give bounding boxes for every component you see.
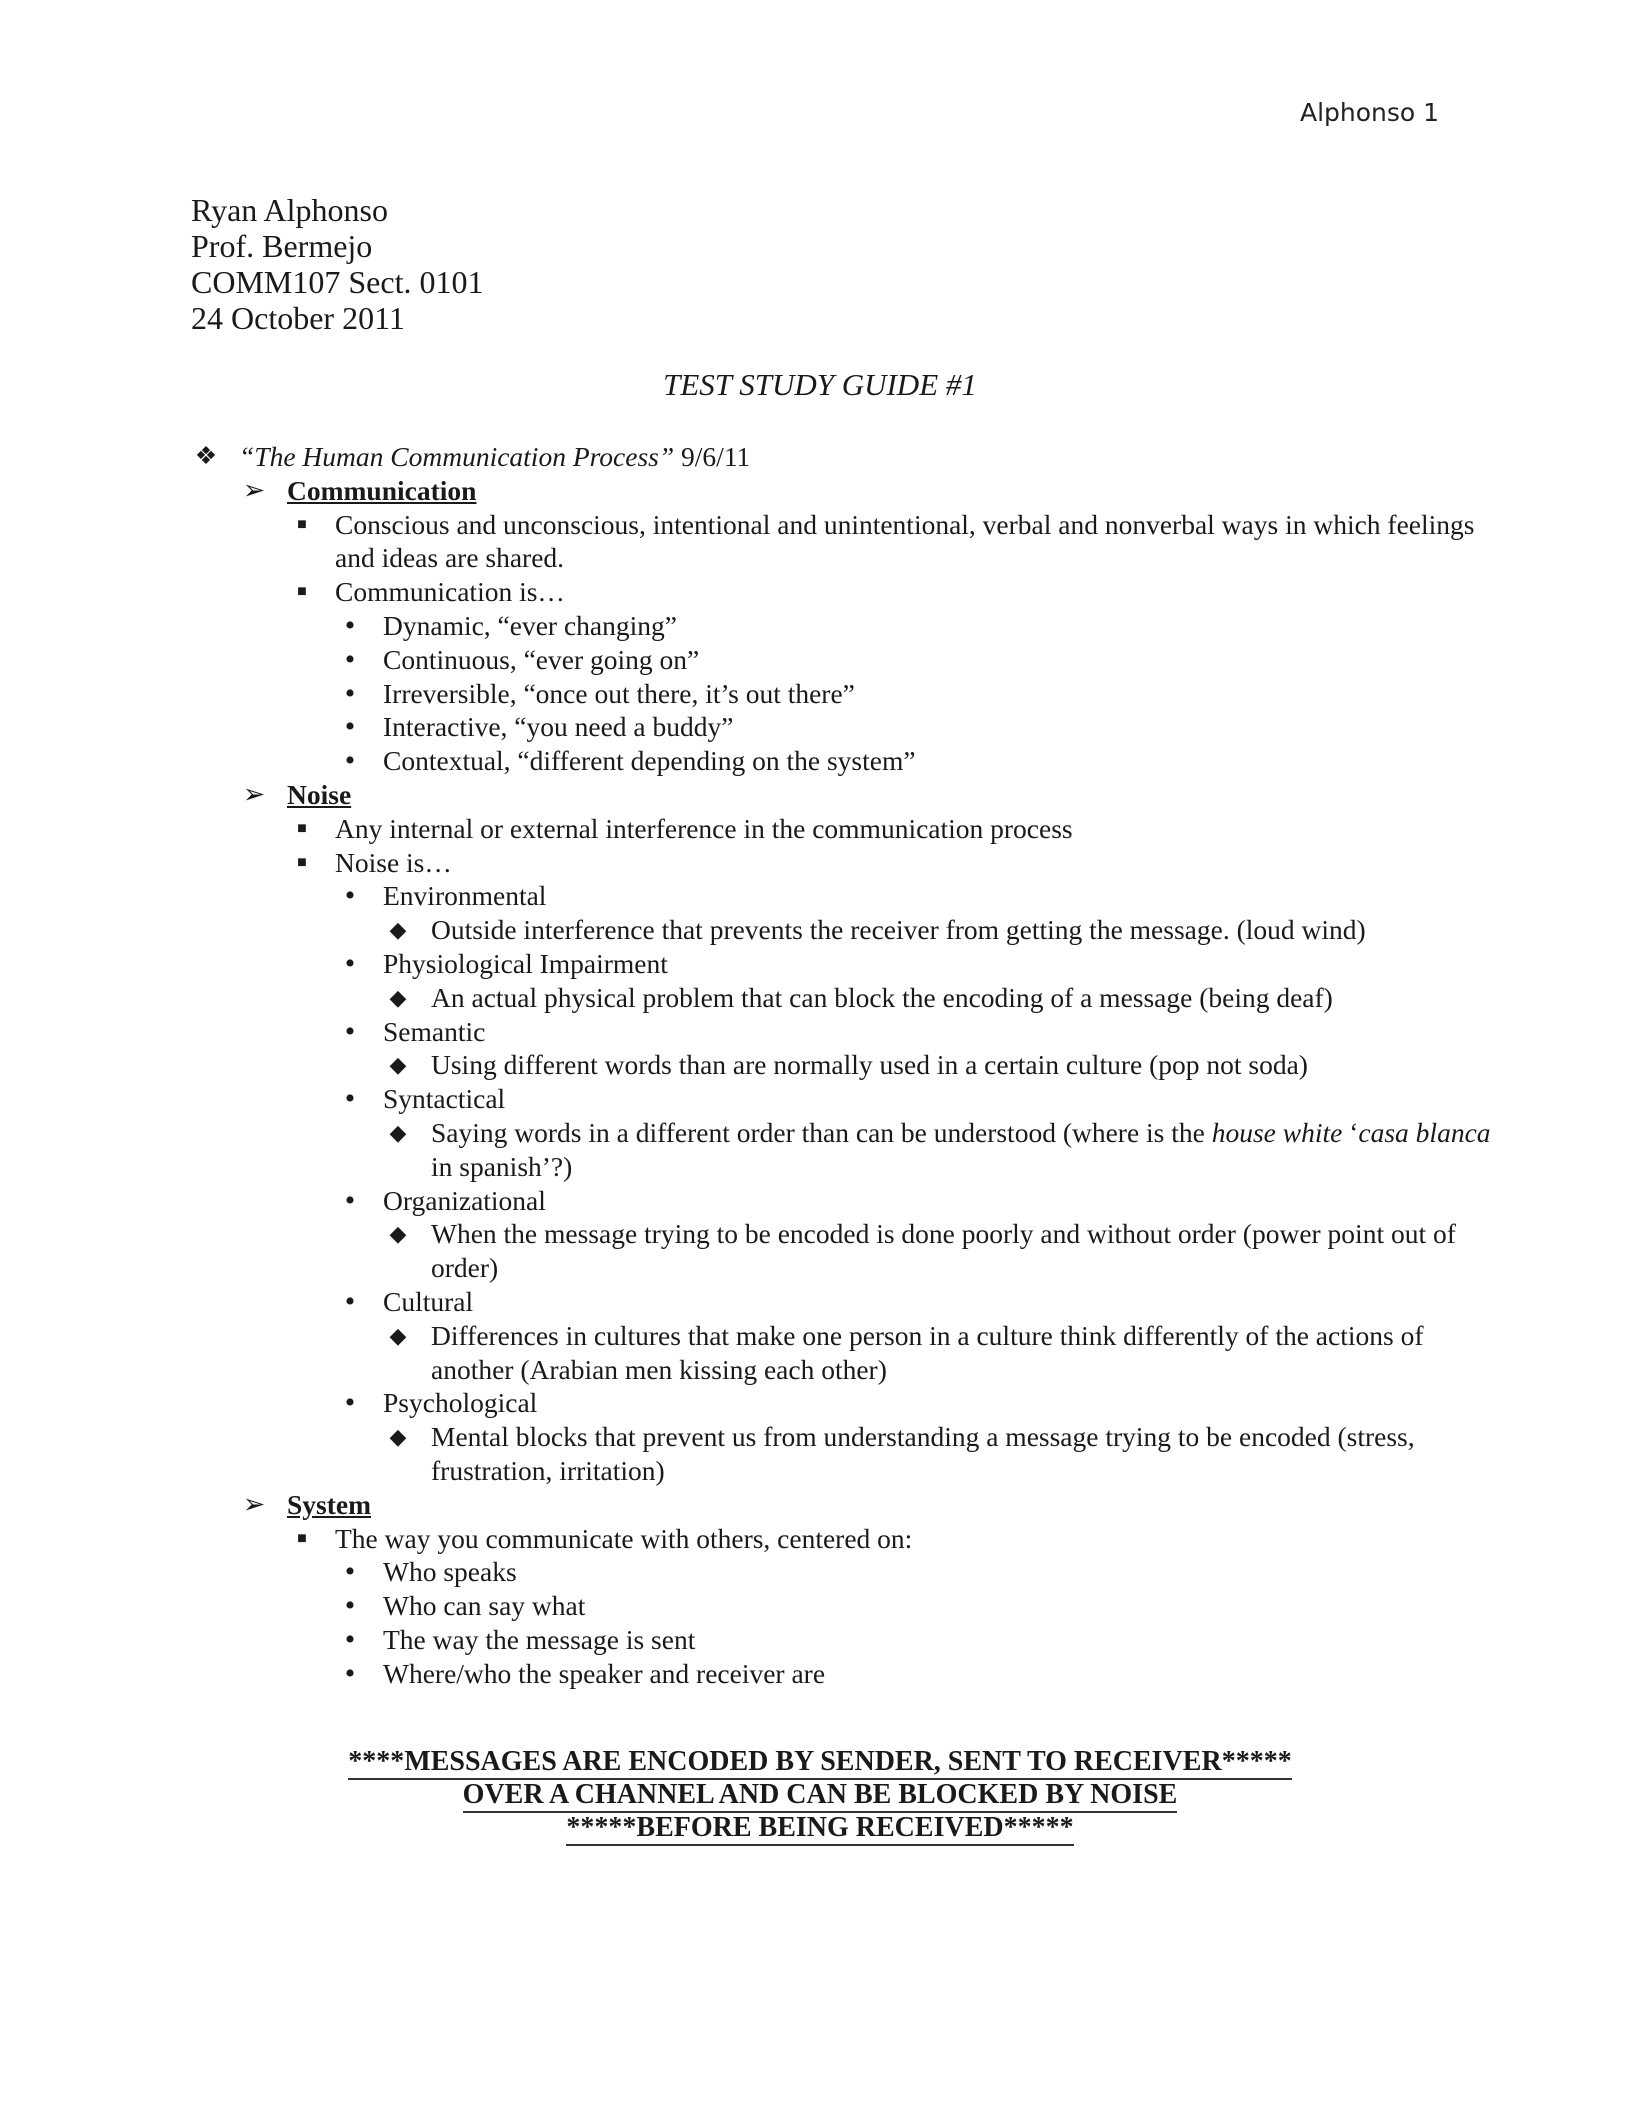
noise-type — [191, 1184, 1491, 1218]
noise-type-description — [191, 1420, 1491, 1488]
italic-phrase: house white — [1211, 1116, 1343, 1148]
diamond-bullet-icon: ◆ — [389, 1322, 407, 1348]
dot-bullet-icon: • — [344, 1622, 356, 1656]
description-text: Mental blocks that prevent us from understanding a message trying to be encoded (stress, frustration, irritation) — [431, 1421, 1415, 1486]
summary-line — [0, 1745, 1640, 1778]
dot-bullet-icon: • — [344, 1555, 356, 1589]
noise-definition: Any internal or external interference in the communication process — [335, 812, 1073, 844]
list-item — [191, 1623, 1491, 1657]
arrow-bullet-icon: ➢ — [242, 474, 266, 505]
description-text: Differences in cultures that make one person in a culture think differently of the actions of another (Arabian men kissing each other) — [431, 1319, 1424, 1385]
noise-type — [191, 1285, 1491, 1319]
student-name: Ryan Alphonso — [191, 192, 388, 228]
italic-phrase: casa blanca — [1358, 1116, 1491, 1148]
list-item — [191, 609, 1491, 643]
list-item — [191, 677, 1491, 711]
summary-line-text: *****BEFORE BEING RECEIVED***** — [566, 1812, 1073, 1846]
professor-name: Prof. Bermejo — [191, 228, 373, 264]
dot-bullet-icon: • — [344, 1082, 356, 1116]
arrow-bullet-icon: ➢ — [242, 1488, 266, 1519]
list-item-text: Contextual, “different depending on the system” — [383, 745, 916, 777]
communication-definition: Conscious and unconscious, intentional and unintentional, verbal and nonverbal ways in which feelings and ideas are shared. — [335, 508, 1475, 574]
description-part: in spanish’?) — [431, 1150, 573, 1182]
dot-bullet-icon: • — [344, 1656, 356, 1690]
summary-line-text: ****MESSAGES ARE ENCODED BY SENDER, SENT TO RECEIVER***** — [348, 1746, 1291, 1780]
square-bullet-icon: ■ — [297, 1529, 307, 1547]
noise-type — [191, 1082, 1491, 1116]
dot-bullet-icon: • — [344, 946, 356, 980]
dot-bullet-icon: • — [344, 744, 356, 778]
noise-type-name: Psychological — [383, 1387, 538, 1419]
noise-type — [191, 1015, 1491, 1049]
list-item — [191, 812, 1491, 846]
noise-type-description — [191, 1217, 1491, 1285]
dot-bullet-icon: • — [344, 608, 356, 642]
diamond-bullet-icon: ◆ — [389, 984, 407, 1010]
noise-type-name: Environmental — [383, 880, 547, 912]
list-item — [191, 846, 1491, 880]
noise-type-description — [191, 1319, 1491, 1387]
heading-text: System — [287, 1488, 372, 1520]
system-definition: The way you communicate with others, centered on: — [335, 1522, 913, 1554]
section-heading-noise — [191, 778, 1491, 812]
dot-bullet-icon: • — [344, 676, 356, 710]
description-text: Outside interference that prevents the receiver from getting the message. (loud wind) — [431, 914, 1366, 946]
summary-line-text: OVER A CHANNEL AND CAN BE BLOCKED BY NOISE — [463, 1779, 1178, 1813]
summary-line — [0, 1811, 1640, 1844]
noise-type-name: Syntactical — [383, 1083, 506, 1115]
noise-is-label: Noise is… — [335, 846, 452, 878]
dot-bullet-icon: • — [344, 1183, 356, 1217]
list-item-text: Irreversible, “once out there, it’s out there” — [383, 677, 855, 709]
noise-type-name: Physiological Impairment — [383, 947, 668, 979]
arrow-bullet-icon: ➢ — [242, 778, 266, 809]
topic-row — [191, 440, 1491, 474]
list-item-text: Continuous, “ever going on” — [383, 643, 700, 675]
noise-type — [191, 947, 1491, 981]
list-item-text: Who speaks — [383, 1556, 517, 1588]
list-item — [191, 1657, 1491, 1691]
noise-type-description — [191, 913, 1491, 947]
dot-bullet-icon: • — [344, 710, 356, 744]
student-header — [191, 192, 483, 336]
noise-type — [191, 879, 1491, 913]
square-bullet-icon: ■ — [297, 853, 307, 871]
list-item-text: Interactive, “you need a buddy” — [383, 711, 734, 743]
list-item — [191, 508, 1491, 576]
dot-bullet-icon: • — [344, 642, 356, 676]
diamond-bullet-icon: ◆ — [389, 1424, 407, 1450]
diamond-bullet-icon: ◆ — [389, 1221, 407, 1247]
description-text: When the message trying to be encoded is done poorly and without order (power point out of order) — [431, 1218, 1456, 1284]
summary-line — [0, 1778, 1640, 1811]
heading-text: Communication — [287, 474, 477, 506]
dot-bullet-icon: • — [344, 1589, 356, 1623]
list-item — [191, 643, 1491, 677]
list-item — [191, 710, 1491, 744]
description-text: Using different words than are normally used in a certain culture (pop not soda) — [431, 1049, 1308, 1081]
list-item — [191, 1555, 1491, 1589]
list-item — [191, 1589, 1491, 1623]
summary-callout — [0, 1745, 1640, 1844]
course-section: COMM107 Sect. 0101 — [191, 264, 484, 300]
dot-bullet-icon: • — [344, 1014, 356, 1048]
description-part: Saying words in a different order than can be understood (where is the — [431, 1116, 1212, 1148]
topic-title: “The Human Communication Process” — [239, 441, 675, 472]
noise-type-description — [191, 1116, 1491, 1184]
description-text: An actual physical problem that can block the encoding of a message (being deaf) — [431, 981, 1333, 1013]
noise-type — [191, 1386, 1491, 1420]
dot-bullet-icon: • — [344, 879, 356, 913]
page-number: Alphonso 1 — [1300, 98, 1440, 127]
noise-type-name: Cultural — [383, 1285, 474, 1317]
list-item — [191, 744, 1491, 778]
description-part: ‘ — [1342, 1116, 1359, 1148]
list-item — [191, 575, 1491, 609]
diamond-bullet-icon: ◆ — [389, 1052, 407, 1078]
noise-type-description — [191, 1048, 1491, 1082]
section-heading-system — [191, 1488, 1491, 1522]
dot-bullet-icon: • — [344, 1284, 356, 1318]
heading-text: Noise — [287, 778, 352, 810]
square-bullet-icon: ■ — [297, 583, 307, 601]
square-bullet-icon: ■ — [297, 515, 307, 533]
communication-is-label: Communication is… — [335, 576, 565, 608]
study-outline — [191, 440, 1491, 1690]
noise-type-description — [191, 981, 1491, 1015]
diamond-bullet-icon: ◆ — [389, 1119, 407, 1145]
dot-bullet-icon: • — [344, 1386, 356, 1420]
list-item-text: Dynamic, “ever changing” — [383, 609, 677, 641]
list-item-text: The way the message is sent — [383, 1623, 696, 1655]
noise-type-name: Organizational — [383, 1184, 546, 1216]
square-bullet-icon: ■ — [297, 819, 307, 837]
noise-type-name: Semantic — [383, 1015, 486, 1047]
document-date: 24 October 2011 — [191, 300, 405, 336]
diamond-bullet-icon: ◆ — [389, 917, 407, 943]
section-heading-communication — [191, 474, 1491, 508]
list-item-text: Who can say what — [383, 1590, 586, 1622]
document-title: TEST STUDY GUIDE #1 — [663, 367, 977, 402]
four-diamond-bullet-icon: ❖ — [194, 443, 218, 470]
topic-date: 9/6/11 — [681, 441, 751, 472]
description-text — [431, 1117, 1491, 1182]
list-item — [191, 1522, 1491, 1556]
list-item-text: Where/who the speaker and receiver are — [383, 1657, 826, 1689]
